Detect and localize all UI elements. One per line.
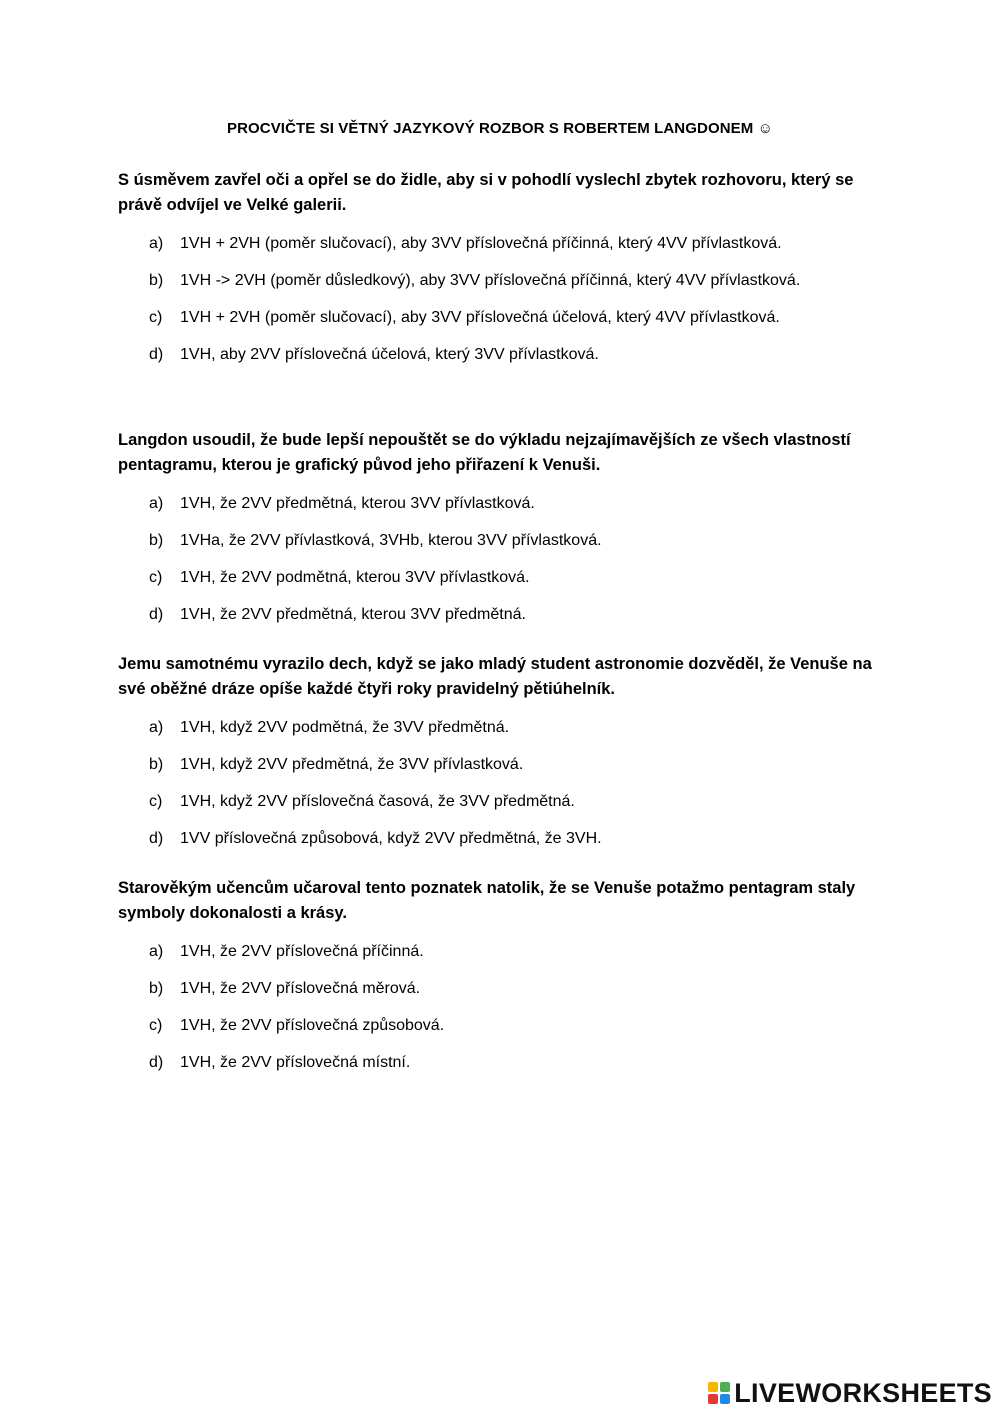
option-b[interactable] [118, 522, 888, 559]
option-c[interactable] [118, 783, 888, 820]
question-1 [118, 168, 888, 373]
question-4 [118, 876, 888, 1081]
option-c[interactable] [118, 559, 888, 596]
option-text: 1VHa, že 2VV přívlastková, 3VHb, kterou 3VV přívlastková. [180, 532, 602, 549]
option-text: 1VH + 2VH (poměr slučovací), aby 3VV příslovečná účelová, který 4VV přívlastková. [180, 309, 780, 326]
option-letter: c) [149, 1017, 163, 1034]
option-letter: d) [149, 606, 164, 623]
question-prompt: S úsměvem zavřel oči a opřel se do židle, aby si v pohodlí vyslechl zbytek rozhovoru, který se právě odvíjel ve Velké galerii. [118, 171, 854, 214]
option-letter: a) [149, 943, 164, 960]
option-letter: d) [149, 830, 164, 847]
option-text: 1VH + 2VH (poměr slučovací), aby 3VV příslovečná příčinná, který 4VV přívlastková. [180, 235, 782, 252]
option-letter: a) [149, 495, 164, 512]
option-letter: b) [149, 532, 164, 549]
option-letter: a) [149, 719, 164, 736]
option-list [118, 225, 888, 373]
option-d[interactable] [118, 1044, 888, 1081]
option-letter: d) [149, 1054, 164, 1071]
option-text: 1VH, když 2VV příslovečná časová, že 3VV předmětná. [180, 793, 575, 810]
option-letter: b) [149, 756, 164, 773]
logo-square-2 [720, 1382, 730, 1392]
option-letter: a) [149, 235, 164, 252]
option-text: 1VH, aby 2VV příslovečná účelová, který 3VV přívlastková. [180, 346, 599, 363]
option-list [118, 709, 888, 857]
logo-square-3 [708, 1394, 718, 1404]
option-text: 1VH, když 2VV předmětná, že 3VV přívlastková. [180, 756, 524, 773]
option-b[interactable] [118, 746, 888, 783]
option-c[interactable] [118, 299, 888, 336]
option-text: 1VH, když 2VV podmětná, že 3VV předmětná. [180, 719, 510, 736]
question-prompt: Starověkým učencům učaroval tento poznatek natolik, že se Venuše potažmo pentagram staly symboly dokonalosti a krásy. [118, 879, 856, 922]
option-list [118, 485, 888, 633]
question-prompt: Jemu samotnému vyrazilo dech, když se jako mladý student astronomie dozvěděl, že Venuše na své oběžné dráze opíše každé čtyři roky pravidelný pětiúhelník. [118, 655, 872, 698]
option-c[interactable] [118, 1007, 888, 1044]
option-letter: c) [149, 569, 163, 586]
option-text: 1VH, že 2VV podmětná, kterou 3VV přívlastková. [180, 569, 530, 586]
option-text: 1VH -> 2VH (poměr důsledkový), aby 3VV příslovečná příčinná, který 4VV přívlastková. [180, 272, 801, 289]
option-text: 1VV příslovečná způsobová, když 2VV předmětná, že 3VH. [180, 830, 602, 847]
option-letter: d) [149, 346, 164, 363]
question-3 [118, 652, 888, 857]
option-letter: c) [149, 793, 163, 810]
option-letter: b) [149, 272, 164, 289]
logo-square-4 [720, 1394, 730, 1404]
option-a[interactable] [118, 485, 888, 522]
option-a[interactable] [118, 225, 888, 262]
option-text: 1VH, že 2VV příslovečná příčinná. [180, 943, 424, 960]
question-2 [118, 428, 888, 633]
brand-footer[interactable] [708, 1379, 992, 1407]
option-d[interactable] [118, 336, 888, 373]
option-text: 1VH, že 2VV předmětná, kterou 3VV přívlastková. [180, 495, 535, 512]
option-a[interactable] [118, 933, 888, 970]
option-letter: c) [149, 309, 163, 326]
option-b[interactable] [118, 970, 888, 1007]
option-text: 1VH, že 2VV příslovečná způsobová. [180, 1017, 445, 1034]
option-text: 1VH, že 2VV příslovečná měrová. [180, 980, 421, 997]
liveworksheets-logo-icon [708, 1382, 730, 1404]
brand-name: LIVEWORKSHEETS [734, 1377, 992, 1408]
option-b[interactable] [118, 262, 888, 299]
option-list [118, 933, 888, 1081]
logo-square-1 [708, 1382, 718, 1392]
option-text: 1VH, že 2VV příslovečná místní. [180, 1054, 411, 1071]
page-title: PROCVIČTE SI VĚTNÝ JAZYKOVÝ ROZBOR S ROBERTEM LANGDONEM ☺ [226, 120, 774, 137]
option-letter: b) [149, 980, 164, 997]
option-d[interactable] [118, 596, 888, 633]
question-prompt: Langdon usoudil, že bude lepší nepouštět se do výkladu nejzajímavějších ze všech vlastností pentagramu, kterou je grafický původ jeho přiřazení k Venuši. [118, 431, 851, 474]
option-text: 1VH, že 2VV předmětná, kterou 3VV předmětná. [180, 606, 526, 623]
option-d[interactable] [118, 820, 888, 857]
option-a[interactable] [118, 709, 888, 746]
